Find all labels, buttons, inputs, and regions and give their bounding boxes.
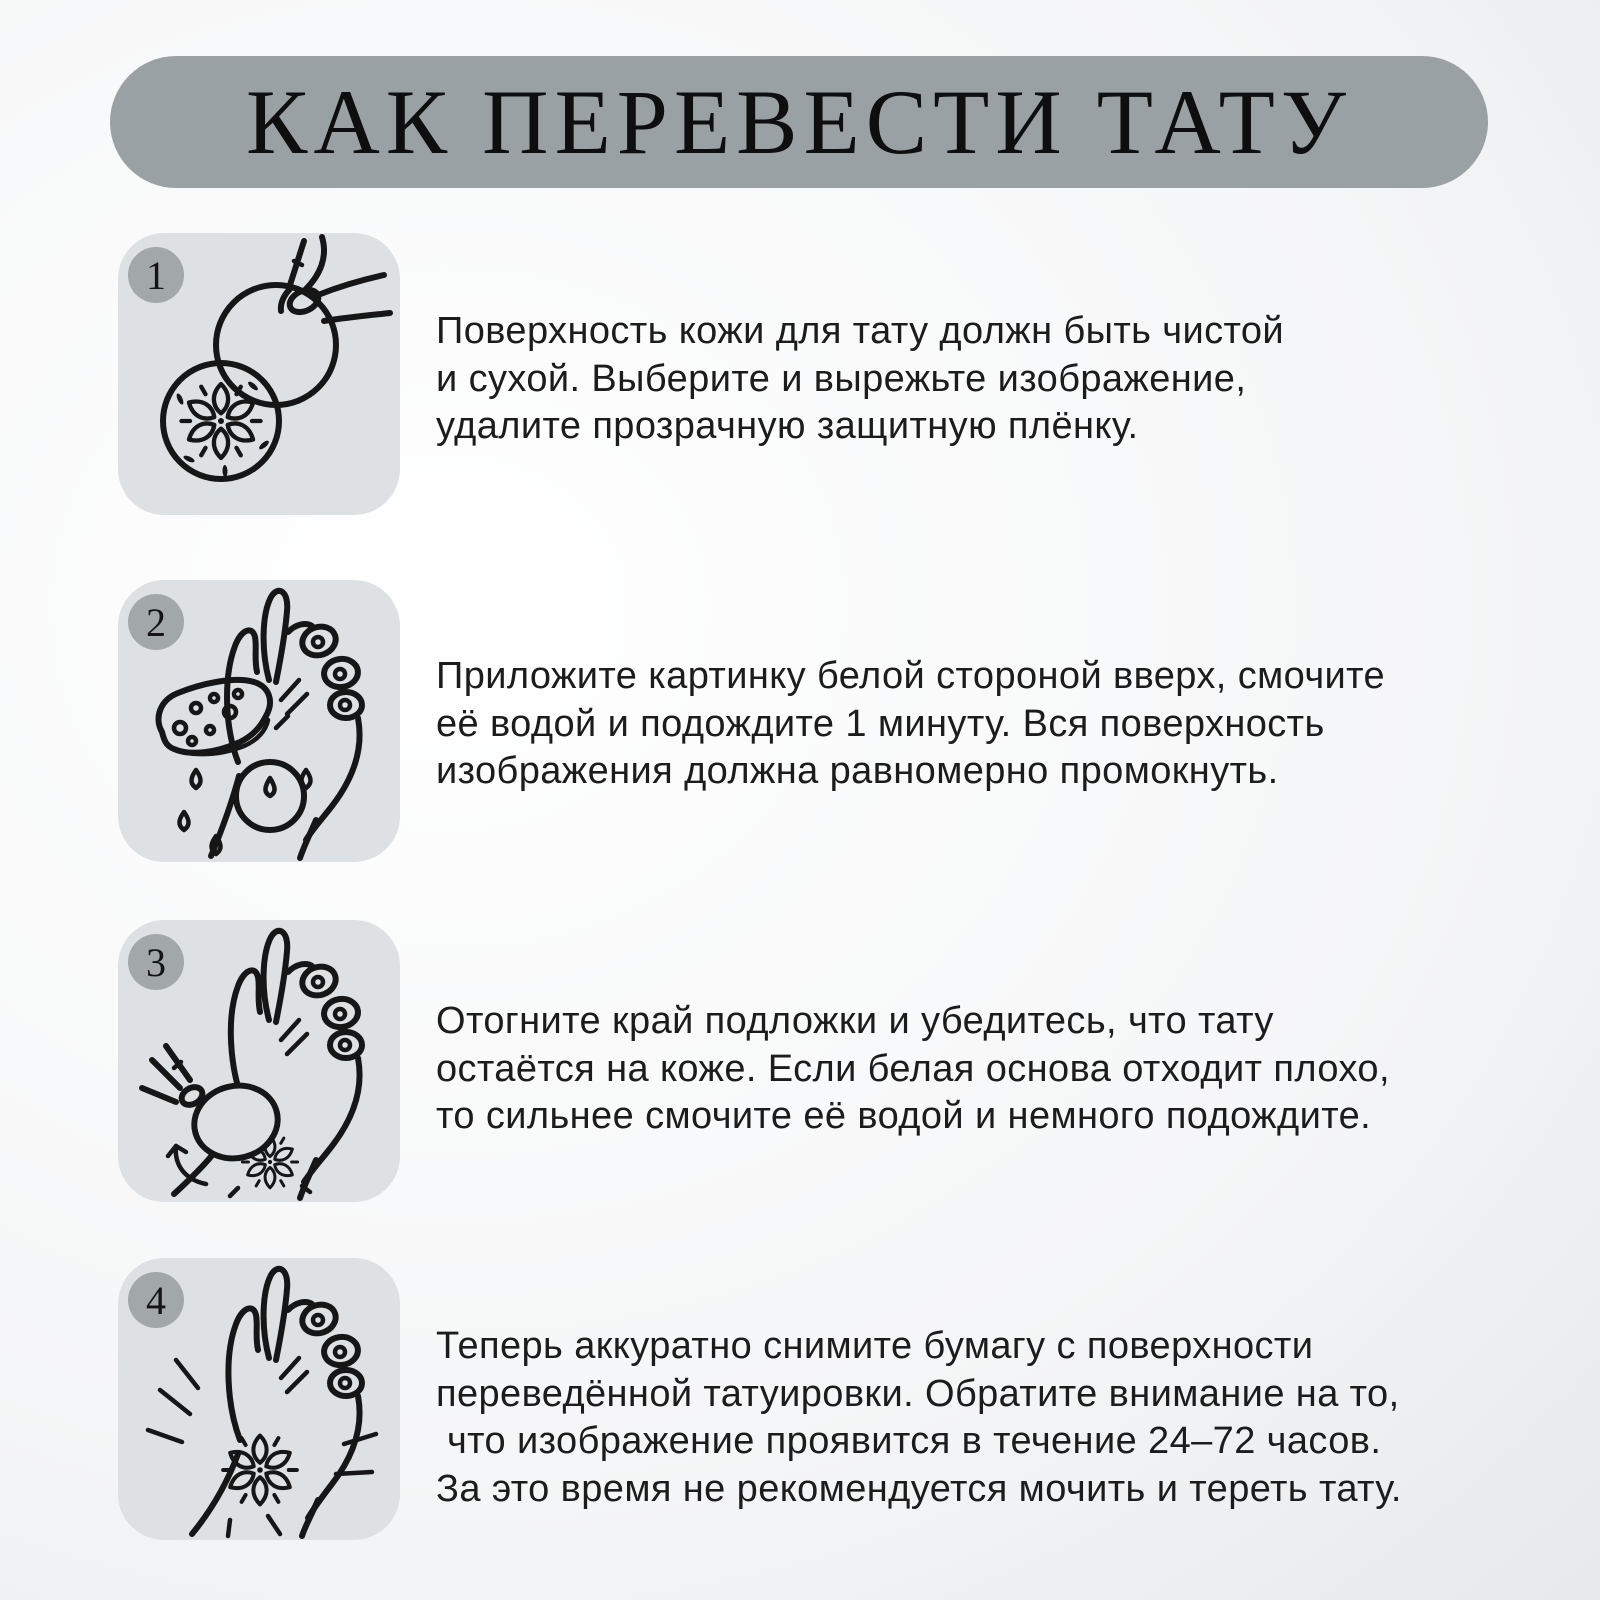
step-number: 2	[146, 599, 166, 645]
step-number: 1	[146, 252, 166, 298]
step-number-badge	[128, 934, 184, 990]
step-text-line: Отогните край подложки и убедитесь, что тату	[436, 1000, 1274, 1042]
title-banner	[110, 56, 1488, 188]
step-text-line: Теперь аккуратно снимите бумагу с поверхности	[436, 1325, 1314, 1367]
step-1-illustration-box	[118, 233, 400, 515]
step-2-illustration-box	[118, 580, 400, 862]
page-title: КАК ПЕРЕВЕСТИ ТАТУ	[245, 71, 1353, 173]
step-number: 4	[146, 1277, 166, 1323]
step-text-line: удалите прозрачную защитную плёнку.	[436, 405, 1139, 447]
step-text-line: и сухой. Выберите и вырежьте изображение,	[436, 357, 1247, 400]
step-number: 3	[146, 939, 166, 985]
step-2-text	[436, 653, 1385, 796]
step-text-line: Поверхность кожи для тату должн быть чистой	[436, 310, 1285, 352]
step-text-line: переведённой татуировки. Обратите внимание на то,	[436, 1372, 1400, 1415]
step-text-line: её водой и подождите 1 минуту. Вся поверхность	[436, 702, 1325, 745]
step-1-text	[436, 308, 1284, 451]
step-text-line: За это время не рекомендуется мочить и тереть тату.	[436, 1467, 1402, 1510]
step-4-illustration-box	[118, 1258, 400, 1540]
step-3-text	[436, 998, 1390, 1141]
step-number-badge	[128, 247, 184, 303]
step-text-line: остаётся на коже. Если белая основа отходит плохо,	[436, 1047, 1390, 1090]
step-text-line: изображения должна равномерно промокнуть.	[436, 750, 1279, 792]
step-text-line: Приложите картинку белой стороной вверх, смочите	[436, 655, 1386, 697]
step-number-badge	[128, 594, 184, 650]
step-4-text	[436, 1323, 1402, 1513]
step-text-line: то сильнее смочите её водой и немного подождите.	[436, 1095, 1372, 1137]
step-number-badge	[128, 1272, 184, 1328]
step-3-illustration-box	[118, 920, 400, 1202]
step-text-line: что изображение проявится в течение 24–72 часов.	[436, 1420, 1382, 1462]
